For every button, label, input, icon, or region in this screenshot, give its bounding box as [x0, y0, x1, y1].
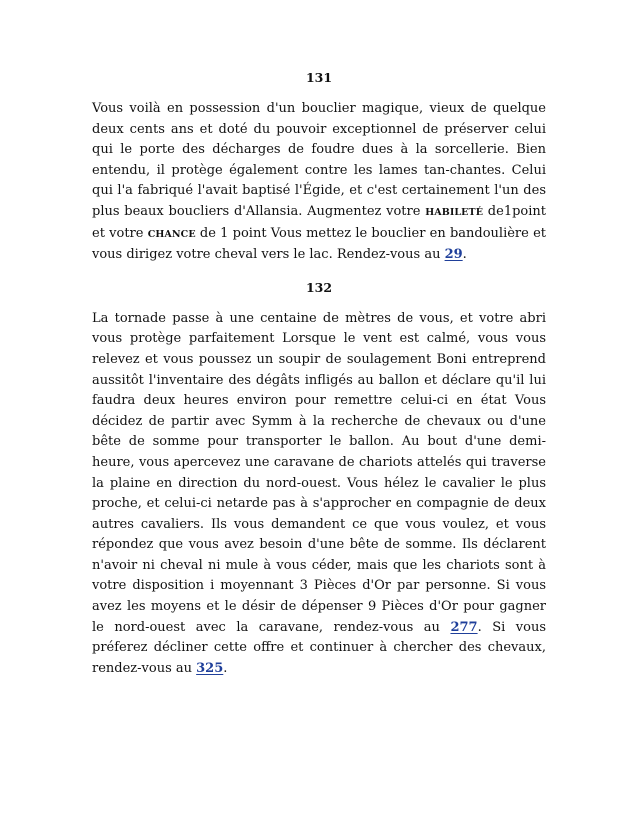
link-section-325[interactable]: 325 — [196, 660, 224, 676]
section-131-text-part-2: de1point et votre — [92, 203, 546, 241]
stat-chance: CHANCE — [147, 228, 196, 240]
section-132-text-part-3: . — [223, 660, 228, 676]
section-number-131: 131 — [305, 70, 333, 85]
section-132-text-part-2: . Si vous préferez décliner cette offre et continuer à chercher des chevaux, rendez-vous au — [92, 619, 546, 676]
section-131-text-part-4: . — [462, 247, 467, 263]
link-section-29[interactable]: 29 — [444, 247, 463, 263]
section-132-text-part-1: La tornade passe à une centaine de mètres de vous, et votre abri vous protège parfaitement Lorsque le vent est calmé, vous vous relevez et vous poussez un soupir de soulagement Boni entreprend aussitôt l'inventaire des dégâts infligés au ballon et déclare qu'il lui faudra deux heures environ pour remettre celui-ci en état Vous décidez de partir avec Symm à la recherche de chevaux ou d'une bête de somme pour transporter le ballon. Au bout d'une demi-heure, vous apercevez une caravane de chariots attelés qui traverse la plaine en direction du nord-ouest. Vous hélez le cavalier le plus proche, et celui-ci netarde pas à s'approcher en compagnie de deux autres cavaliers. Ils vous demandent ce que vous voulez, et vous répondez que vous avez besoin d'une bête de somme. Ils déclarent n'avoir ni cheval ni mule à vous céder, mais que les chariots sont à votre disposition i moyennant 3 Pièces d'Or par personne. Si vous avez les moyens et le désir de dépenser 9 Pièces d'Or pour gagner le nord-ouest avec la caravane, rendez-vous au — [92, 310, 546, 635]
section-131-text — [92, 99, 546, 266]
link-section-277[interactable]: 277 — [450, 619, 478, 635]
stat-habilete: HABILETÉ — [425, 206, 484, 218]
section-number-132: 132 — [305, 279, 333, 295]
section-132-text — [92, 309, 546, 680]
section-131-text-part-3: de 1 point Vous mettez le bouclier en bandoulière et vous dirigez votre cheval vers le lac. Rendez-vous au — [92, 225, 546, 263]
book-page — [92, 70, 546, 679]
section-131-text-part-1: Vous voilà en possession d'un bouclier magique, vieux de quelque deux cents ans et doté du pouvoir exceptionnel de préserver celui qui le porte des décharges de foudre dues à la sorcellerie. Bien entendu, il protège également contre les lames tan-chantes. Celui qui l'a fabriqué l'avait baptisé l'Égide, et c'est certainement l'un des plus beaux boucliers d'Allansia. Augmentez votre — [92, 101, 546, 219]
